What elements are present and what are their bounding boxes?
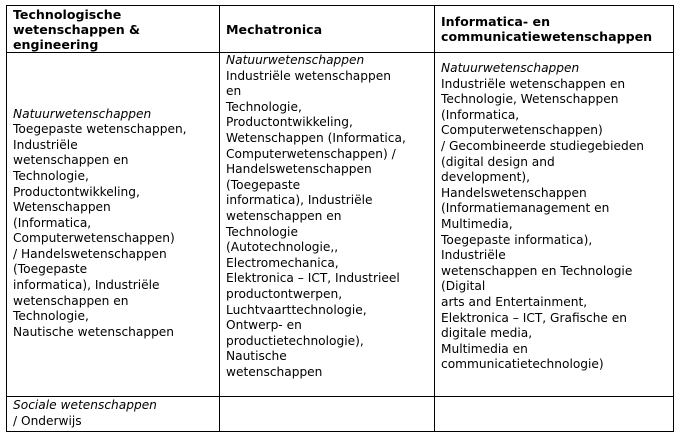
cell-line: Technologie, <box>13 168 89 183</box>
cell-line: arts and Entertainment, <box>441 294 588 309</box>
cell-line: (Informatica, <box>13 215 92 230</box>
cell-line: wetenschappen en Technologie <box>441 263 633 278</box>
cell-line: en <box>226 84 242 99</box>
cell-line: Wetenschappen (Informatica, <box>226 130 406 145</box>
cell-line: Wetenschappen <box>13 200 111 215</box>
cell-line: Productontwikkeling, <box>226 115 353 130</box>
cell-line: (Informatica, <box>441 107 520 122</box>
header-mechatronica <box>220 6 435 53</box>
header-line: Technologische <box>13 7 122 22</box>
cell-line: wetenschappen <box>226 364 323 379</box>
cell-line: Multimedia en <box>441 341 528 356</box>
cell-line: Toegepaste wetenschappen, <box>13 122 187 137</box>
cell-line: Nautische wetenschappen <box>13 324 175 339</box>
cell-line: communicatietechnologie) <box>441 357 604 372</box>
field-heading: Sociale wetenschappen <box>13 398 157 412</box>
cell-line: / Onderwijs <box>13 413 82 428</box>
cell-line: Handelswetenschappen <box>226 162 372 177</box>
empty-cell <box>220 397 435 432</box>
cell-line: (Digital <box>441 279 486 294</box>
cell-line: Technologie, <box>226 99 302 114</box>
cell-line: Elektronica – ICT, Grafische en <box>441 310 628 325</box>
cell-line: / Handelswetenschappen <box>13 246 167 261</box>
field-heading: Natuurwetenschappen <box>441 61 580 75</box>
cell-line: development), <box>441 170 531 185</box>
header-informatica <box>435 6 674 53</box>
header-line: wetenschappen & <box>13 22 141 37</box>
cell-line: Luchtvaarttechnologie, <box>226 302 367 317</box>
cell-line: (Informatiemanagement en <box>441 201 610 216</box>
field-heading: Natuurwetenschappen <box>13 106 152 121</box>
cell-line: informatica), Industriële <box>226 193 373 208</box>
cell-line: Industriële <box>441 248 506 263</box>
header-line: Mechatronica <box>226 21 323 37</box>
cell-line: Elektronica – ICT, Industrieel <box>226 271 400 286</box>
cell-line: / Gecombineerde studiegebieden <box>441 138 644 153</box>
header-line: Informatica- en <box>441 14 551 29</box>
study-fields-table <box>6 5 674 432</box>
cell-line: productietechnologie), <box>226 333 364 348</box>
cell-line: wetenschappen en <box>13 153 129 168</box>
header-row <box>7 6 674 53</box>
cell-line: Industriële wetenschappen <box>226 68 391 83</box>
cell-line: (digital design and <box>441 154 555 169</box>
cell-line: Toegepaste informatica), <box>441 232 593 247</box>
cell-line: Industriële <box>13 137 78 152</box>
cell-line: Nautische <box>226 349 287 364</box>
cell-mechatronica <box>220 53 435 397</box>
empty-cell <box>435 397 674 432</box>
cell-line: (Toegepaste <box>226 177 301 192</box>
cell-line: Technologie, Wetenschappen <box>441 92 619 107</box>
cell-line: Multimedia, <box>441 216 513 231</box>
cell-line: (Autotechnologie,, <box>226 240 339 255</box>
cell-informatica <box>435 53 674 397</box>
cell-line: (Toegepaste <box>13 262 88 277</box>
cell-line: Computerwetenschappen) / <box>226 146 396 161</box>
field-heading: Natuurwetenschappen <box>226 53 365 67</box>
header-technologische-wetenschappen <box>7 6 220 53</box>
cell-line: productontwerpen, <box>226 286 343 301</box>
cell-line: Industriële wetenschappen en <box>441 76 626 91</box>
cell-line: Electromechanica, <box>226 255 339 270</box>
cell-line: Computerwetenschappen) <box>13 231 175 246</box>
table-row <box>7 397 674 432</box>
cell-line: wetenschappen en <box>13 293 129 308</box>
cell-line: digitale media, <box>441 326 533 341</box>
cell-lines <box>226 69 428 381</box>
cell-line: informatica), Industriële <box>13 278 160 293</box>
header-line: communicatiewetenschappen <box>441 29 653 44</box>
header-line: engineering <box>13 37 99 52</box>
cell-line: Computerwetenschappen) <box>441 123 603 138</box>
cell-line: wetenschappen en <box>226 208 342 223</box>
cell-lines <box>13 122 213 340</box>
cell-line: Ontwerp- en <box>226 318 302 333</box>
cell-lines <box>441 77 667 373</box>
cell-lines <box>13 414 213 430</box>
cell-line: Technologie, <box>13 309 89 324</box>
cell-sociale-wetenschappen <box>7 397 220 432</box>
cell-line: Productontwikkeling, <box>13 184 140 199</box>
cell-technologische <box>7 53 220 397</box>
table-row <box>7 53 674 397</box>
cell-line: Handelswetenschappen <box>441 185 587 200</box>
cell-line: Technologie <box>226 224 298 239</box>
